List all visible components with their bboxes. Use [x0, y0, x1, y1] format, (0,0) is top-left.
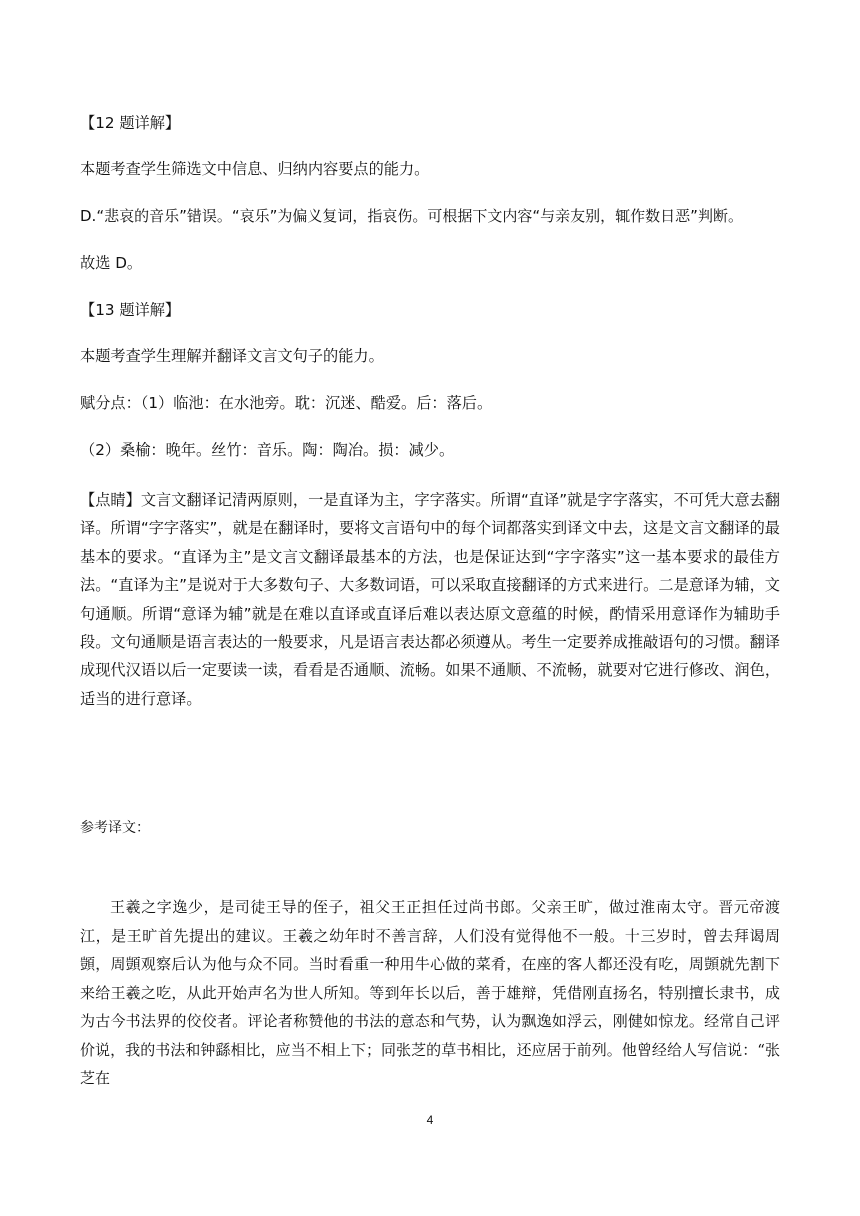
q12-intro: 本题考查学生筛选文中信息、归纳内容要点的能力。 [80, 160, 430, 178]
q12-analysis: D.“悲哀的音乐”错误。“哀乐”为偏义复词，指哀伤。可根据下文内容“与亲友别，辄作数日恶”判断。 [80, 207, 743, 225]
page-number: 4 [426, 1113, 434, 1127]
tip-paragraph: 【点睛】文言文翻译记清两原则，一是直译为主，字字落实。所谓“直译”就是字字落实，不可凭大意去翻译。所谓“字字落实”，就是在翻译时，要将文言语句中的每个词都落实到译文中去，这是文言文翻译的最基本的要求。“直译为主”是文言文翻译最基本的方法，也是保证达到“字字落实”这一基本要求的最佳方法。“直译为主”是说对于大多数句子、大多数词语，可以采取直接翻译的方式来进行。二是意译为辅，文句通顺。所谓“意译为辅”就是在难以直译或直译后难以表达原文意蕴的时候，酌情采用意译作为辅助手段。文句通顺是语言表达的一般要求，凡是语言表达都必须遵从。考生一定要养成推敲语句的习惯。翻译成现代汉语以后一定要读一读，看看是否通顺、流畅。如果不通顺、不流畅，就要对它进行修改、润色，适当的进行意译。 [80, 491, 780, 708]
translation-heading: 参考译文： [80, 820, 150, 836]
translation-paragraph: 王羲之字逸少，是司徒王导的侄子，祖父王正担任过尚书郎。父亲王旷，做过淮南太守。晋元帝渡江，是王旷首先提出的建议。王羲之幼年时不善言辞，人们没有觉得他不一般。十三岁时，曾去拜谒周顗，周顗观察后认为他与众不同。当时看重一种用牛心做的菜肴，在座的客人都还没有吃，周顗就先割下来给王羲之吃，从此开始声名为世人所知。等到年长以后，善于雄辩，凭借刚直扬名，特别擅长隶书，成为古今书法界的佼佼者。评论者称赞他的书法的意态和气势，认为飘逸如浮云，刚健如惊龙。经常自己评价说，我的书法和钟繇相比，应当不相上下；同张芝的草书相比，还应居于前列。他曾经给人写信说：“张芝在 [80, 898, 780, 1087]
q13-scoring-point-2: （2）桑榆：晚年。丝竹：音乐。陶：陶冶。损：减少。 [80, 441, 455, 459]
q13-intro: 本题考查学生理解并翻译文言文句子的能力。 [80, 347, 384, 365]
q13-scoring-point-1: 赋分点：（1）临池：在水池旁。耽：沉迷、酷爱。后：落后。 [80, 394, 493, 412]
heading-q12: 【12 题详解】 [80, 114, 181, 132]
q12-answer: 故选 D。 [80, 254, 143, 272]
heading-q13: 【13 题详解】 [80, 301, 181, 319]
